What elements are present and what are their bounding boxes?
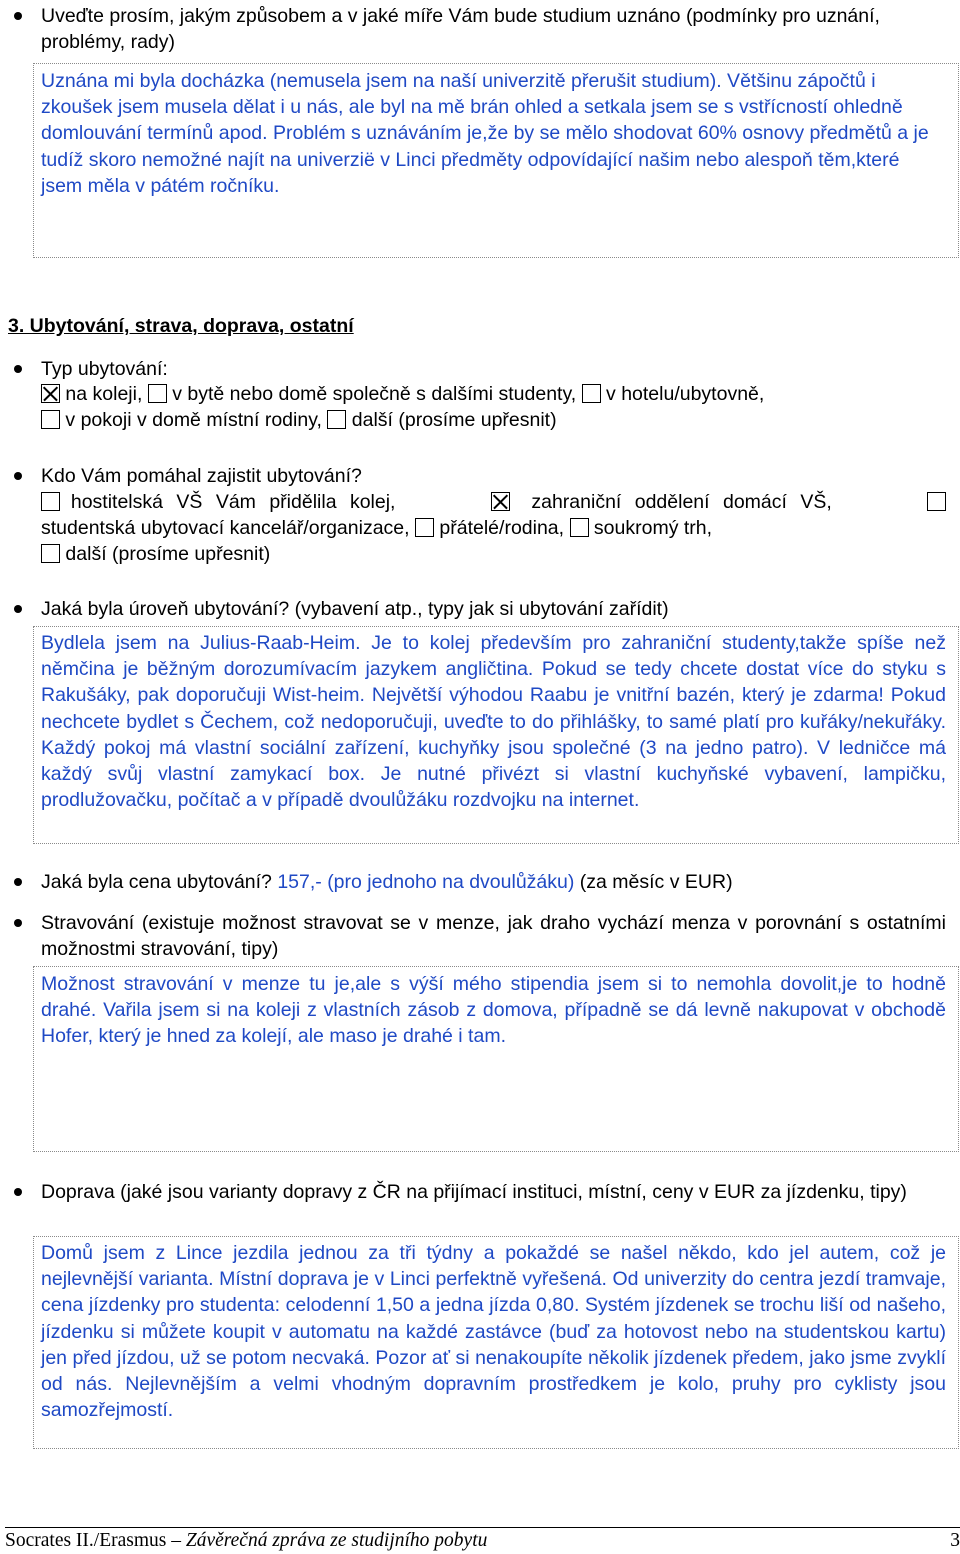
option-label: v hotelu/ubytovně, xyxy=(606,383,765,405)
page-footer xyxy=(5,1527,960,1552)
accommodation-type-row-1 xyxy=(41,381,764,407)
page-number: 3 xyxy=(950,1530,960,1551)
option-label: na koleji, xyxy=(65,383,143,405)
transport-question: Doprava (jaké jsou varianty dopravy z ČR na přijímací instituci, místní, ceny v EUR za jízdenku, tipy) xyxy=(41,1181,907,1203)
checkbox-dalsi[interactable] xyxy=(327,410,346,429)
boarding-question: Stravování (existuje možnost stravovat se v menze, jak draho vychází menza v porovnání s ostatními možnostmi stravování, tipy) xyxy=(41,912,946,960)
accommodation-level-question: Jaká byla úroveň ubytování? (vybavení atp., typy jak si ubytování zařídit) xyxy=(41,598,669,620)
accommodation-price-suffix: (za měsíc v EUR) xyxy=(579,871,733,893)
accommodation-help-question: Kdo Vám pomáhal zajistit ubytování? xyxy=(41,465,362,487)
checkbox-pratele-rodina[interactable] xyxy=(415,518,434,537)
accommodation-help-row-2 xyxy=(41,515,712,541)
checkbox-studentska-kancelar[interactable] xyxy=(927,492,946,511)
checkbox-mistni-rodina[interactable] xyxy=(41,410,60,429)
checkbox-hostitelska-vs[interactable] xyxy=(41,492,60,511)
option-label: přátelé/rodina, xyxy=(439,517,565,539)
boarding-answer-text: Možnost stravování v menze tu je,ale s výší mého stipendia jsem si to nemohla dovolit,je to hodně drahé. Vařila jsem si na koleji z vlastních zásob z domova, případně se dá levně nakupovat v obchodě Hofer, který je hned za kolejí, ale maso je drahé i tam. xyxy=(41,973,946,1048)
accommodation-help-row-3 xyxy=(41,541,270,567)
checkbox-na-koleji[interactable] xyxy=(41,384,60,403)
accommodation-price-answer[interactable]: 157,- (pro jednoho na dvoulůžáku) xyxy=(277,871,575,893)
section-title: 3. Ubytování, strava, doprava, ostatní xyxy=(8,315,354,337)
checkbox-v-byte[interactable] xyxy=(148,384,167,403)
checkbox-dalsi-help[interactable] xyxy=(41,544,60,563)
bullet xyxy=(14,365,22,373)
option-label: další (prosíme upřesnit) xyxy=(65,543,271,565)
accommodation-price-question: Jaká byla cena ubytování? xyxy=(41,871,272,893)
option-label: další (prosíme upřesnit) xyxy=(351,409,557,431)
option-label: studentská ubytovací kancelář/organizace, xyxy=(41,517,410,539)
footer-program: Socrates II./Erasmus – xyxy=(5,1530,186,1551)
accommodation-type-row-2 xyxy=(41,407,557,433)
bullet xyxy=(14,919,22,927)
bullet xyxy=(14,605,22,613)
bullet xyxy=(14,472,22,480)
recognition-answer-text: Uznána mi byla docházka (nemusela jsem na naší univerzitě přerušit studium). Většinu zápočtů i zkoušek jsem musela dělat i u nás, ale byl na mě brán ohled a setkala jsem se s vstřícností ohledně domlouvání termínů apod. Problém s uznáváním je,že by se mělo shodovat 60% osnovy předmětů a je tudíž skoro nemožné najít na univerzië v Linci předměty odpovídající našim nebo alespoň těm,které jsem měla v pátém ročníku. xyxy=(41,70,929,197)
footer-report-title: Závěrečná zpráva ze studijního pobytu xyxy=(185,1530,488,1551)
option-label: soukromý trh, xyxy=(593,517,713,539)
option-label: v pokoji v domě místní rodiny, xyxy=(65,409,322,431)
recognition-question: Uveďte prosím, jakým způsobem a v jaké míře Vám bude studium uznáno (podmínky pro uznání, problémy, rady) xyxy=(41,5,880,53)
accommodation-level-answer-text: Bydlela jsem na Julius-Raab-Heim. Je to kolej především pro zahraniční studenty,takže spíše než němčina je běžným dorozumívacím jazykem angličtina. Pokud se tedy chcete dostat více do styku s Rakušáky, pak doporučuji Wist-heim. Největší výhodou Raabu je vnitřní bazén, který je zdarma! Pokud nechcete bydlet s Čechem, což nedoporučuji, uveďte to do přihlášky, to samé platí pro kuřáky/nekuřáky. Každý pokoj má vlastní sociální zařízení, kuchyňky jsou společné (3 na jedno patro). V ledničce má každý svůj vlastní zamykací box. Je nutné přivézt si vlastní kuchyňské vybavení, lampičku, prodlužovačku, počítač a v případě dvoulůžáku rozdvojku na internet. xyxy=(41,632,946,812)
checkbox-hotel[interactable] xyxy=(582,384,601,403)
accommodation-price-row xyxy=(41,869,946,895)
bullet xyxy=(14,878,22,886)
option-label: hostitelská VŠ Vám přidělila kolej, xyxy=(70,491,396,513)
option-label: v bytě nebo domě společně s dalšími studenty, xyxy=(172,383,577,405)
checkbox-soukromy-trh[interactable] xyxy=(570,518,589,537)
bullet xyxy=(14,1188,22,1196)
transport-answer-text: Domů jsem z Lince jezdila jednou za tři týdny a pokaždé se našel někdo, kdo jel autem, což je nejlevnější varianta. Místní doprava je v Linci perfektně vyřešená. Od univerzity do centra jezdí tramvaje, cena jízdenky pro studenta: celodenní 1,50 a jedna jízda 0,80. Systém jízdenek se trochu liší od našeho, jízdenku si můžete koupit v automatu na každé zastávce (buď za hotovost nebo na studentskou kartu) jen před jízdou, už se potom necvaká. Pozor ať si nenakoupíte několik jízdenek předem, jako jsme zvyklí od nás. Nejlevnějším a velmi vhodným dopravním prostředkem je kolo, pruhy pro cyklisty jsou samozřejmostí. xyxy=(41,1242,946,1422)
option-label: zahraniční oddělení domácí VŠ, xyxy=(531,491,832,513)
accommodation-type-question: Typ ubytování: xyxy=(41,358,168,380)
bullet xyxy=(14,12,22,20)
checkbox-zahranicni-oddeleni[interactable] xyxy=(491,492,510,511)
accommodation-help-row-1 xyxy=(41,489,946,515)
